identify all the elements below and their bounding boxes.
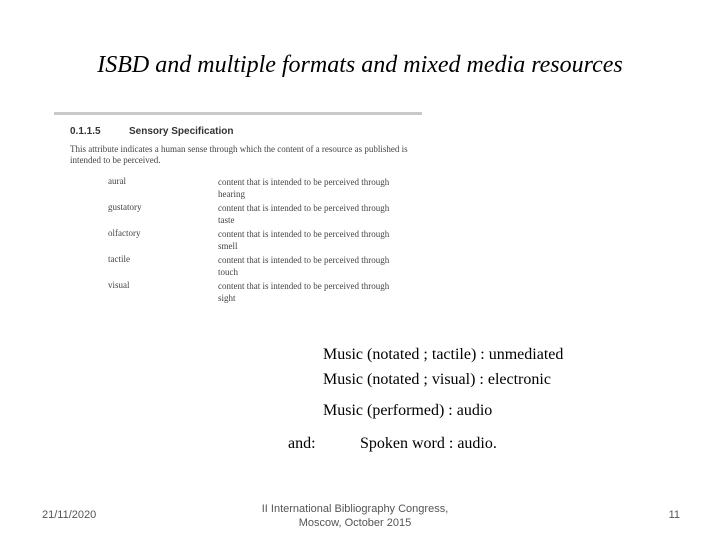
slide-title: ISBD and multiple formats and mixed media resources bbox=[97, 52, 623, 78]
sense-definition: content that is intended to be perceived through sight bbox=[218, 281, 390, 303]
example-line-1: Music (notated ; tactile) : unmediated bbox=[323, 346, 564, 363]
example-line-3: Music (performed) : audio bbox=[323, 402, 493, 419]
sense-term: tactile bbox=[108, 254, 130, 264]
footer-date: 21/11/2020 bbox=[42, 509, 97, 521]
spec-number: 0.1.1.5 bbox=[70, 126, 101, 137]
example-line-2: Music (notated ; visual) : electronic bbox=[323, 371, 551, 388]
sense-definition: content that is intended to be perceived through hearing bbox=[218, 177, 390, 199]
spec-description: This attribute indicates a human sense through which the content of a resource as published is intended to be perceived. bbox=[70, 144, 408, 165]
slide-number: 11 bbox=[668, 509, 680, 521]
spec-row-aural bbox=[54, 176, 424, 202]
footer-event-line-1: II International Bibliography Congress, bbox=[261, 503, 449, 515]
and-label: and: bbox=[288, 435, 316, 452]
spec-row-tactile bbox=[54, 254, 424, 280]
sense-definition: content that is intended to be perceived through touch bbox=[218, 255, 390, 277]
footer-event-line-2: Moscow, October 2015 bbox=[298, 517, 412, 529]
spec-heading: Sensory Specification bbox=[129, 126, 234, 137]
spec-row-olfactory bbox=[54, 228, 424, 254]
sense-term: visual bbox=[108, 280, 130, 290]
spec-row-gustatory bbox=[54, 202, 424, 228]
sense-definition: content that is intended to be perceived through smell bbox=[218, 229, 390, 251]
example-line-4: Spoken word : audio. bbox=[360, 435, 497, 452]
sense-term: gustatory bbox=[108, 202, 142, 212]
sense-term: aural bbox=[108, 176, 126, 186]
footer-event bbox=[240, 502, 470, 530]
sensory-specification-excerpt bbox=[54, 110, 424, 310]
sense-definition: content that is intended to be perceived through taste bbox=[218, 203, 390, 225]
sense-term: olfactory bbox=[108, 228, 141, 238]
excerpt-top-rule bbox=[54, 112, 422, 115]
spec-row-visual bbox=[54, 280, 424, 306]
